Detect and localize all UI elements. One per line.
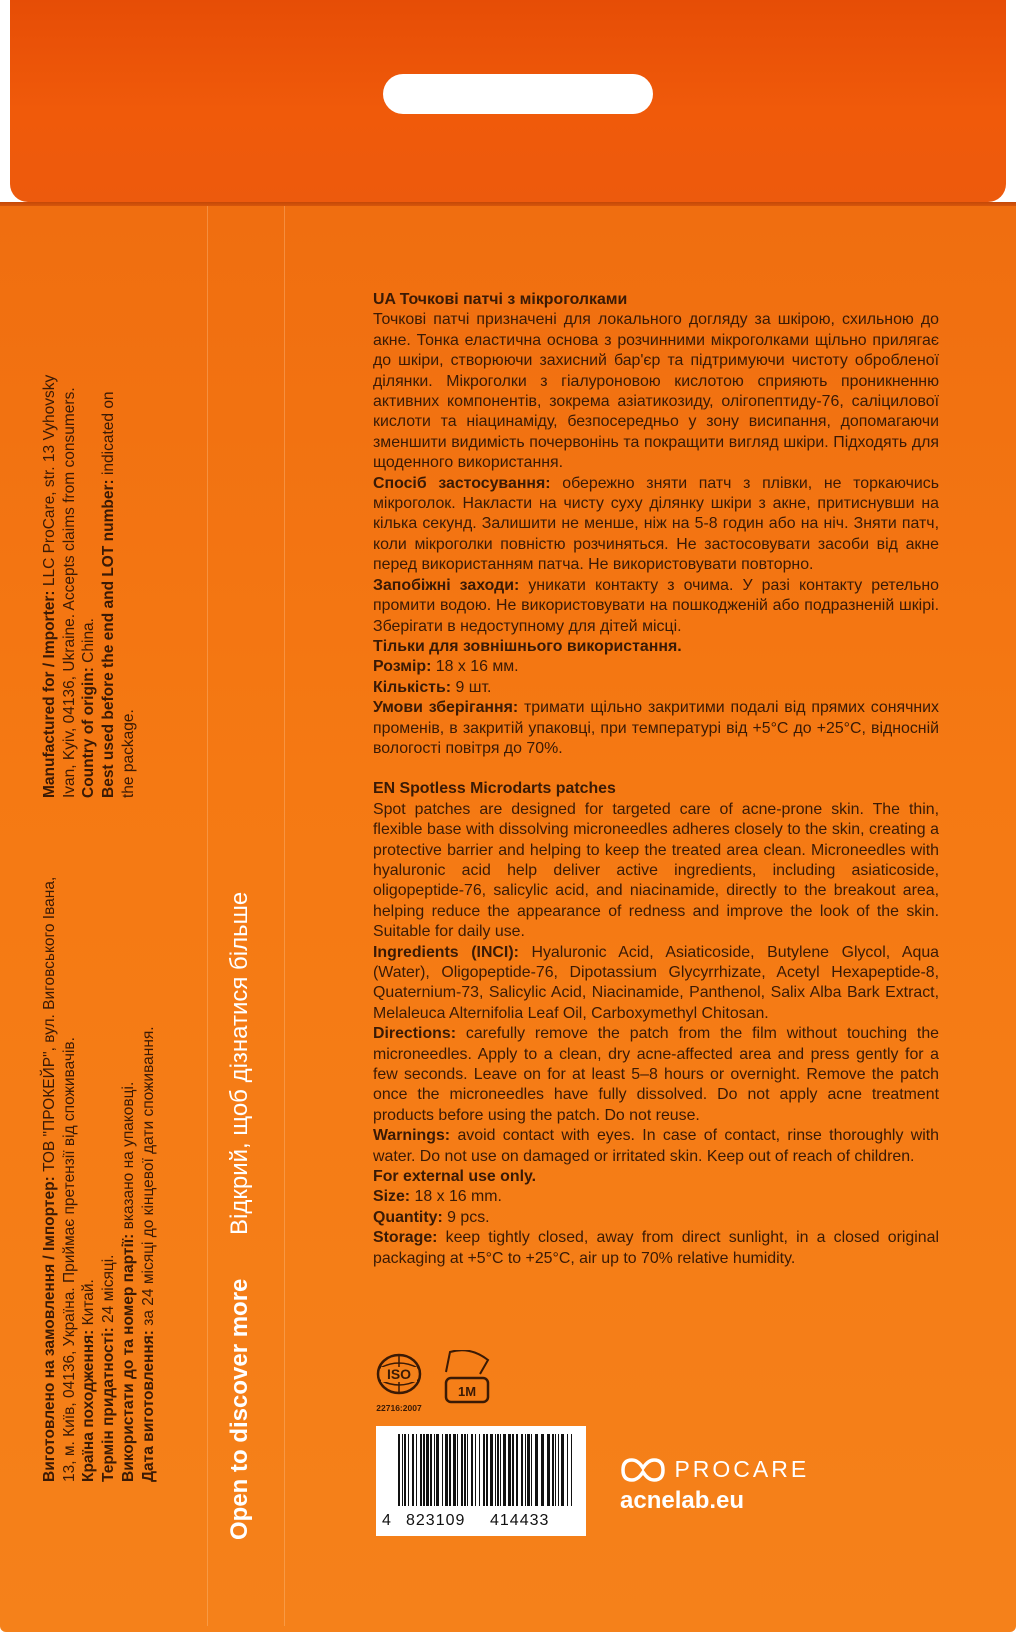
barcode-bar xyxy=(521,1434,523,1506)
barcode-bar xyxy=(423,1434,425,1506)
barcode-bar xyxy=(453,1434,456,1506)
svg-text:ISO: ISO xyxy=(386,1366,412,1382)
ua-warnings: уникати контакту з очима. У разі контакту ретельно промити водою. Не використовувати на пошкодженій або подразненій шкірі. Зберігати в недоступному для дітей місці. xyxy=(373,576,940,635)
barcode-bar xyxy=(547,1434,550,1506)
iso-emblem-icon xyxy=(374,1352,424,1396)
barcode-bar xyxy=(490,1434,493,1506)
barcode-bar xyxy=(567,1434,568,1506)
barcode-bar xyxy=(426,1434,429,1506)
barcode-bar xyxy=(531,1434,532,1506)
ua-line: Використати до та номер партії: вказано на упаковці. xyxy=(119,1081,137,1482)
en-storage: keep tightly closed, away from direct sunlight, in a closed original packaging at +5°C to +25°C, air up to 70% relative humidity. xyxy=(373,1229,939,1267)
barcode-bar xyxy=(558,1434,559,1506)
barcode-bar xyxy=(408,1434,409,1506)
barcode-bar xyxy=(503,1434,506,1506)
barcode-bar xyxy=(486,1434,488,1506)
open-to-discover-ua-label[interactable]: Відкрий, щоб дізнатися більше xyxy=(226,891,253,1235)
hanger-flap xyxy=(10,0,1006,202)
en-external: For external use only. xyxy=(373,1168,537,1186)
ua-line: Термін придатності: 24 місяці. xyxy=(100,1254,118,1482)
svg-text:1M: 1M xyxy=(457,1384,477,1399)
barcode-bar xyxy=(420,1434,422,1506)
barcode-bar xyxy=(398,1434,400,1506)
barcode-bar xyxy=(495,1434,496,1506)
en-line: Ivan, Kyiv, 04136, Ukraine. Accepts claims from consumers. xyxy=(60,387,78,798)
en-warnings: avoid contact with eyes. In case of contact, rinse thoroughly with water. Do not use on damaged or irritated skin. Keep out of reach of children. xyxy=(373,1127,939,1165)
barcode-bar xyxy=(516,1434,518,1506)
en-line: the package. xyxy=(119,709,137,798)
pao-badge-icon xyxy=(440,1350,496,1410)
ua-heading: UA Точкові патчі з мікроголками xyxy=(373,291,628,308)
ua-description: Точкові патчі призначені для локального догляду за шкірою, схильною до акне. Тонка еластична основа з розчинними мікроголками щільно прилягає до шкіри, створюючи захисний бар'єр та підтримуючи чистоту обробленої ділянки. Мікроголки з гіалуроновою кислотою сприяють проникненню активних компонентів, зокрема азіатикозиду, олігопептиду-76, саліцилової кислоти та ніацинаміду, безпосередньо у зону висипання, допомагаючи зменшити видимість почервонінь та покращити вигляд шкіри. Підходять для щоденного використання. xyxy=(373,311,939,472)
barcode-bar xyxy=(457,1434,458,1506)
ua-size: 18 х 16 мм. xyxy=(431,658,519,676)
product-description xyxy=(373,290,939,1269)
barcode-bar xyxy=(497,1434,499,1506)
barcode-bar xyxy=(479,1434,480,1506)
ua-qty: 9 шт. xyxy=(451,678,492,696)
barcode-bar xyxy=(434,1434,435,1506)
barcode-bar xyxy=(445,1434,448,1506)
ua-directions-label: Спосіб застосування: xyxy=(373,474,551,492)
en-line: Manufactured for / Importer: LLC ProCare, str. 13 Vyhovsky xyxy=(41,374,58,798)
barcode-bar xyxy=(512,1434,514,1506)
barcode-bar xyxy=(535,1434,538,1506)
en-directions: carefully remove the patch from the film without touching the microneedles. Apply to a clean, dry acne-affected area and press gently for a few seconds. Leave on for at least 5–8 hours or overnight. Remove the patch once the microneedles have fully dissolved. Do not apply acne treatment products before using the patch. Do not reuse. xyxy=(373,1025,939,1124)
ua-external: Тільки для зовнішнього використання. xyxy=(373,637,682,655)
barcode-bar xyxy=(561,1434,564,1506)
hang-hole xyxy=(383,74,653,114)
ua-line: Виготовлено на замовлення / Імпортер: ТОВ "ПРОКЕЙР", вул. Виговського Івана, xyxy=(41,876,58,1482)
en-ingredients: Hyaluronic Acid, Asiaticoside, Butylene Glycol, Aqua (Water), Oligopeptide-76, Dipotassium Glycyrrhizate, Acetyl Hexapeptide-8, Quaternium-73, Salicylic Acid, Niacinamide, Panthenol, Salix Alba Bark Extract, Melaleuca Alternifolia Leaf Oil, Carboxymethyl Chitosan. xyxy=(373,943,939,1022)
ua-warnings-label: Запобіжні заходи: xyxy=(373,576,520,594)
barcode-bar xyxy=(571,1434,572,1506)
barcode-bar xyxy=(467,1434,468,1506)
barcode-bar xyxy=(442,1434,443,1506)
iso-badge-icon xyxy=(374,1352,424,1413)
barcode-bars xyxy=(376,1434,586,1514)
brand-name: PROCARE xyxy=(674,1456,810,1482)
barcode: 4 823109 414433 xyxy=(376,1426,586,1536)
en-line: Country of origin: China. xyxy=(80,618,98,798)
importer-info-en xyxy=(40,278,139,798)
barcode-bar xyxy=(552,1434,554,1506)
en-ingredients-label: Ingredients (INCI): xyxy=(373,943,519,961)
open-to-discover-label[interactable]: Open to discover more xyxy=(226,1278,253,1540)
ua-qty-label: Кількість: xyxy=(373,678,452,696)
en-description: Spot patches are designed for targeted care of acne-prone skin. The thin, flexible base with dissolving microneedles adheres closely to the skin, creating a protective barrier and helping to keep the treated area clean. Microneedles with hyaluronic acid help deliver active ingredients, including asiaticoside, oligopeptide-76, salicylic acid, and niacinamide, directly to the breakout area, helping reduce the appearance of redness and improve the look of the skin. Suitable for daily use. xyxy=(373,800,939,941)
en-storage-label: Storage: xyxy=(373,1229,438,1247)
ua-storage-label: Умови зберігання: xyxy=(373,699,519,717)
barcode-bar xyxy=(402,1434,403,1506)
procare-logo-icon xyxy=(620,1457,666,1483)
en-heading: EN Spotless Microdarts patches xyxy=(373,780,616,798)
importer-info-ua xyxy=(40,742,158,1482)
barcode-bar xyxy=(461,1434,463,1506)
brand-site: acnelab.eu xyxy=(620,1487,745,1514)
barcode-bar xyxy=(525,1434,526,1506)
en-size-label: Size: xyxy=(373,1188,411,1206)
en-line: Best used before the end and LOT number: indicated on xyxy=(100,391,118,798)
ua-directions: обережно зняти патч з плівки, не торкаючись мікроголок. Накласти на чисту суху ділянку шкіри з акне, притиснувши на кілька секунд. Залишити не менше, ніж на 5-8 годин або на ніч. Зняти патч, коли мікроголки повністю розчиняться. Не застосовувати засоби від акне перед використанням патча. Не використовувати повторно. xyxy=(373,474,939,574)
barcode-bar xyxy=(416,1434,417,1506)
ua-storage: тримати щільно закритими подалі від прямих сонячних променів, в закритій упаковці, при температурі від +5°С до +25°С, відносній вологості повітря до 70%. xyxy=(373,699,939,757)
barcode-bar xyxy=(464,1434,466,1506)
barcode-bar xyxy=(404,1434,406,1506)
ua-line: 13, м. Київ, 04136, Україна. Приймає претензії від споживачів. xyxy=(60,1037,78,1482)
ua-size-label: Розмір: xyxy=(373,658,432,676)
en-qty: 9 pcs. xyxy=(442,1208,490,1226)
en-warnings-label: Warnings: xyxy=(373,1127,451,1145)
barcode-bar xyxy=(471,1434,473,1506)
barcode-bar xyxy=(541,1434,544,1506)
barcode-bar xyxy=(555,1434,556,1506)
ua-line: Країна походження: Китай. xyxy=(80,1279,98,1482)
barcode-bar xyxy=(500,1434,501,1506)
barcode-bar xyxy=(527,1434,530,1506)
en-size: 18 x 16 mm. xyxy=(410,1188,502,1206)
brand-logo xyxy=(620,1456,809,1515)
barcode-bar xyxy=(475,1434,476,1506)
en-directions-label: Directions: xyxy=(373,1025,456,1043)
barcode-bar xyxy=(436,1434,439,1506)
barcode-bar xyxy=(449,1434,451,1506)
ua-line: Дата виготовлення: за 24 місяці до кінцевої дати споживання. xyxy=(139,1026,157,1482)
barcode-bar xyxy=(430,1434,432,1506)
iso-number: 22716:2007 xyxy=(376,1403,422,1413)
barcode-bar xyxy=(483,1434,485,1506)
barcode-bar xyxy=(412,1434,414,1506)
barcode-bar xyxy=(508,1434,511,1506)
en-qty-label: Quantity: xyxy=(373,1208,443,1226)
